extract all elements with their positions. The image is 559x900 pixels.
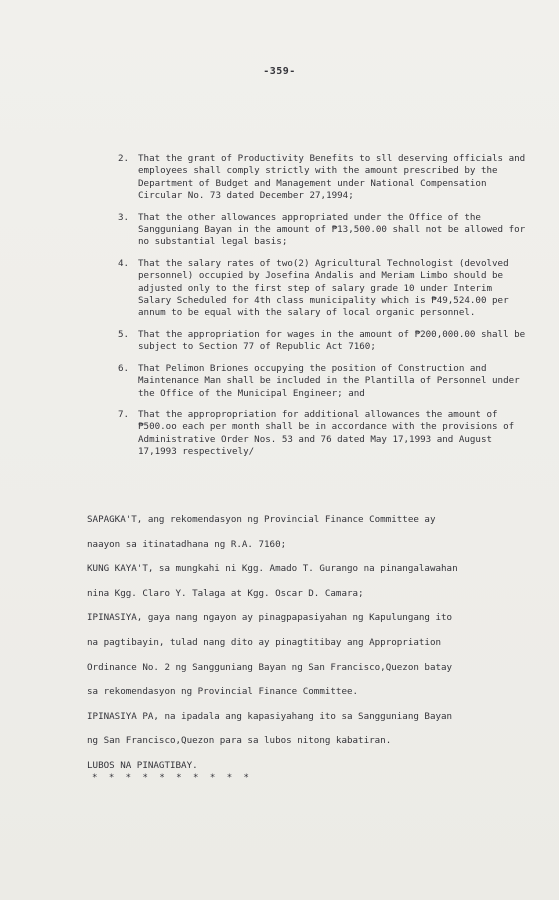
body-line: sa rekomendasyon ng Provincial Finance Committee. (87, 686, 359, 698)
body-line: IPINASIYA PA, na ipadala ang kapasiyahang ito sa Sangguniang Bayan (87, 710, 453, 722)
body-line: ng San Francisco,Quezon para sa lubos nitong kabatiran. (87, 735, 392, 747)
list-item (118, 363, 528, 400)
item-text: That the appropriation for wages in the amount of ₱200,000.00 shall be subject to Section 77 of Republic Act 7160; (138, 328, 526, 353)
body-line: KUNG KAYA'T, sa mungkahi ni Kgg. Amado T. Gurango na pinangalawahan (87, 563, 458, 575)
item-text: That the appropropriation for additional allowances the amount of ₱500.oo each per month shall be in accordance with the provisions of Administrative Order Nos. 53 and 76 dated May 17,1993 and August 17,1993 respectively/ (138, 408, 515, 458)
item-text: That the other allowances appropriated under the Office of the Sangguniang Bayan in the amount of ₱13,500.00 shall not be allowed for no substantial legal basis; (138, 211, 526, 248)
list-item (118, 212, 528, 249)
closing-stars: * * * * * * * * * * (92, 773, 252, 783)
item-number: 3. (118, 211, 130, 223)
body-line: SAPAGKA'T, ang rekomendasyon ng Provincial Finance Committee ay (87, 514, 436, 525)
resolution-body (87, 514, 527, 785)
resolution-items (118, 153, 528, 468)
body-line: na pagtibayin, tulad nang dito ay pinagtitibay ang Appropriation (87, 636, 442, 648)
body-line: Ordinance No. 2 ng Sangguniang Bayan ng San Francisco,Quezon batay (87, 661, 453, 673)
body-line: IPINASIYA, gaya nang ngayon ay pinagpapasiyahan ng Kapulungang ito (87, 612, 453, 624)
item-number: 6. (118, 362, 130, 374)
page-number: -359- (263, 66, 296, 77)
body-line: LUBOS NA PINAGTIBAY. (87, 759, 198, 771)
list-item (118, 153, 528, 203)
item-number: 4. (118, 257, 130, 269)
list-item (118, 329, 528, 354)
item-number: 5. (118, 328, 130, 340)
body-line: nina Kgg. Claro Y. Talaga at Kgg. Oscar D. Camara; (87, 587, 364, 599)
item-text: That Pelimon Briones occupying the position of Construction and Maintenance Man shall be included in the Plantilla of Personnel under the Office of the Municipal Engineer; and (138, 362, 520, 399)
item-text: That the grant of Productivity Benefits to sll deserving officials and employees shall comply strictly with the amount prescribed by the Department of Budget and Management under National Compensation Circular No. 73 dated December 27,1994; (138, 153, 526, 202)
item-number: 2. (118, 153, 130, 164)
list-item (118, 258, 528, 320)
item-text: That the salary rates of two(2) Agricultural Technologist (devolved personnel) occupied by Josefina Andalis and Meriam Limbo should be adjusted only to the first step of salary grade 10 under Interim Salary Scheduled for 4th class municipality which is ₱49,524.00 per annum to be equal with the salary of local organic personnel. (138, 257, 509, 319)
list-item (118, 409, 528, 459)
item-number: 7. (118, 408, 130, 420)
body-line: naayon sa itinatadhana ng R.A. 7160; (87, 538, 287, 550)
